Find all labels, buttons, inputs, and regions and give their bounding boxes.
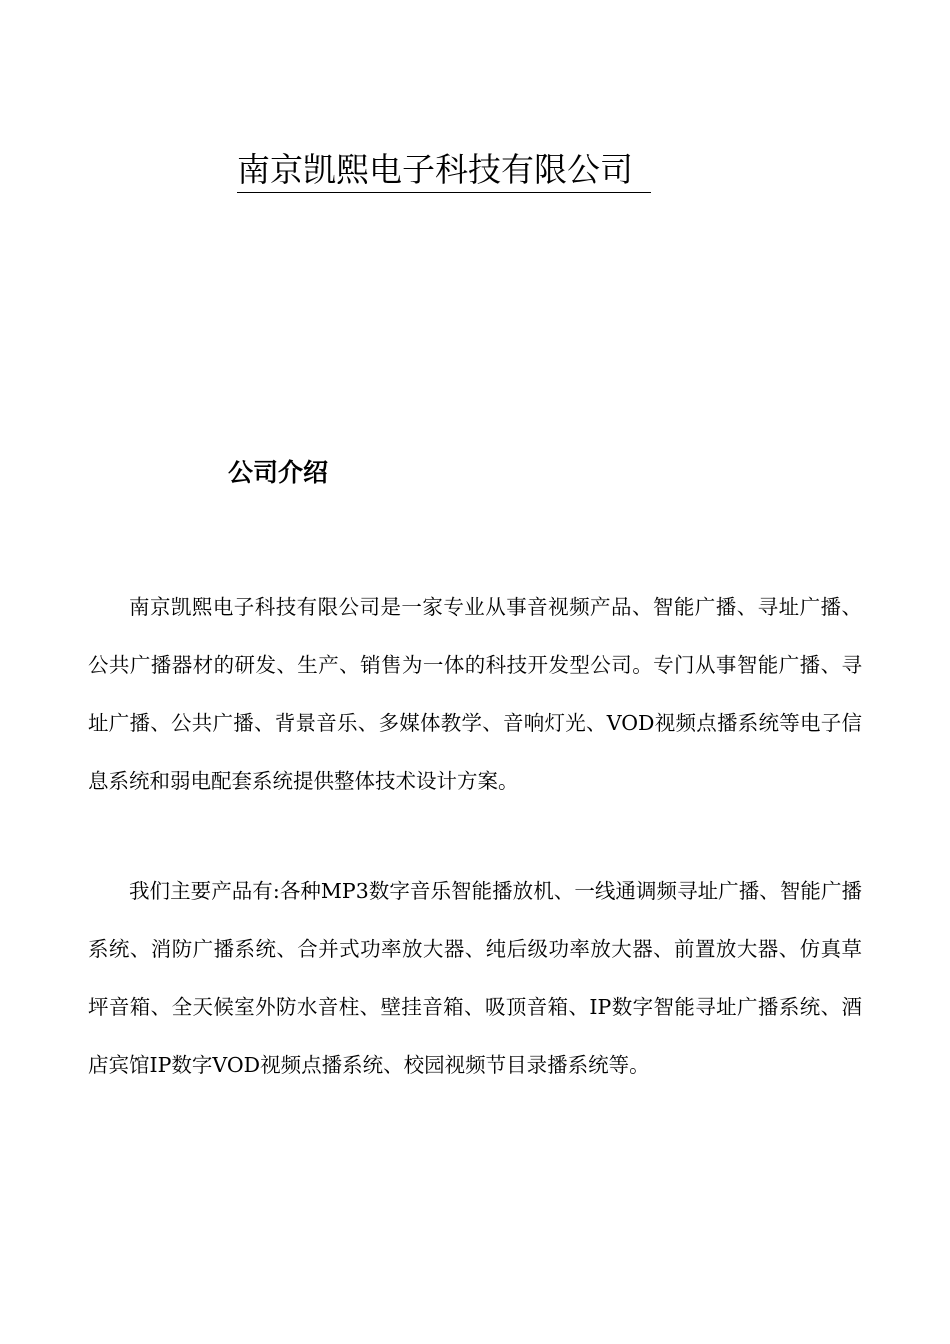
document-title: 南京凯熙电子科技有限公司 xyxy=(237,148,651,193)
products-paragraph: 我们主要产品有:各种MP3数字音乐智能播放机、一线通调频寻址广播、智能广播系统、消防广播系统、合并式功率放大器、纯后级功率放大器、前置放大器、仿真草坪音箱、全天候室外防水音柱、壁挂音箱、吸顶音箱、IP数字智能寻址广播系统、酒店宾馆IP数字VOD视频点播系统、校园视频节目录播系统等。 xyxy=(88,879,862,1077)
company-intro-paragraph: 南京凯熙电子科技有限公司是一家专业从事音视频产品、智能广播、寻址广播、公共广播器材的研发、生产、销售为一体的科技开发型公司。专门从事智能广播、寻址广播、公共广播、背景音乐、多媒体教学、音响灯光、VOD视频点播系统等电子信息系统和弱电配套系统提供整体技术设计方案。 xyxy=(88,595,862,793)
section-heading: 公司介绍 xyxy=(228,458,329,487)
